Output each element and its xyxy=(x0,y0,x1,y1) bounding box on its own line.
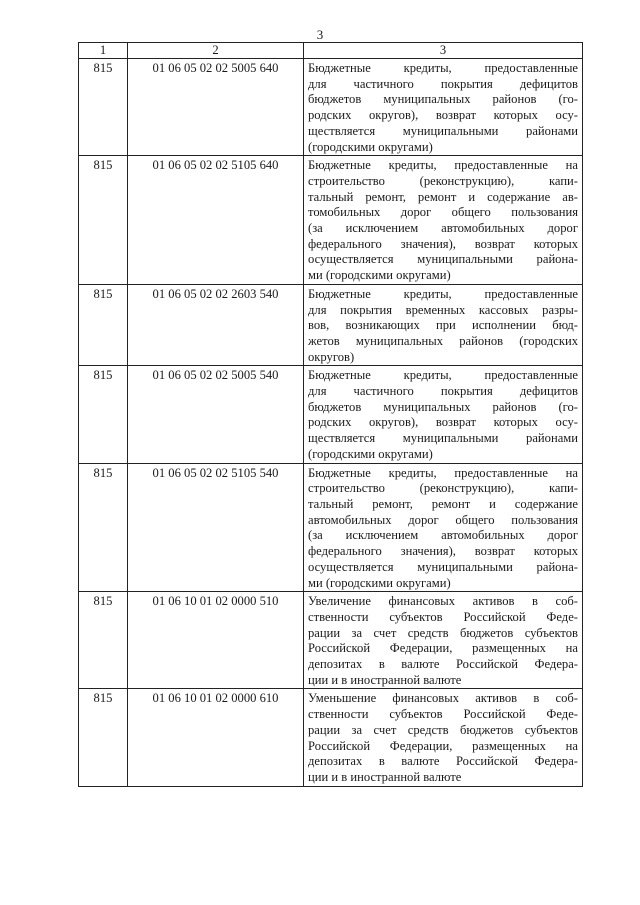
description-line: депозитах в валюте Российской Федера- xyxy=(308,754,578,769)
description-line: Увеличение финансовых активов в соб- xyxy=(308,594,578,609)
budget-classification-table xyxy=(78,42,583,787)
description-line: тальный ремонт, ремонт и содержание xyxy=(308,496,578,511)
admin-code-cell: 815 xyxy=(79,156,128,285)
description-line: (городскими округами) xyxy=(308,139,433,154)
description-line: (за исключением автомобильных дорог xyxy=(308,528,578,543)
classification-code-cell: 01 06 05 02 02 2603 540 xyxy=(128,284,304,366)
description-line: осуществляется муниципальными района- xyxy=(308,252,578,267)
description-line: строительство (реконструкцию), капи- xyxy=(308,481,578,496)
description-line: Бюджетные кредиты, предоставленные xyxy=(308,368,578,383)
table-row xyxy=(79,366,583,463)
description-line: для частичного покрытия дефицитов xyxy=(308,384,578,399)
description-line: федерального значения), возврат которых xyxy=(308,544,578,559)
description-cell xyxy=(304,366,583,463)
description-line: округов) xyxy=(308,349,355,364)
description-cell xyxy=(304,59,583,156)
description-line: ственности субъектов Российской Феде- xyxy=(308,609,578,624)
description-line: бюджетов муниципальных районов (го- xyxy=(308,399,578,414)
table-row xyxy=(79,156,583,285)
description-line: вов, возникающих при исполнении бюд- xyxy=(308,318,578,333)
description-line: ми (городскими округами) xyxy=(308,268,451,283)
description-line: тальный ремонт, ремонт и содержание ав- xyxy=(308,189,578,204)
description-line: (городскими округами) xyxy=(308,446,433,461)
description-line: Бюджетные кредиты, предоставленные на xyxy=(308,465,578,480)
table-row xyxy=(79,689,583,786)
table-row xyxy=(79,592,583,689)
description-line: ществляется муниципальными районами xyxy=(308,123,578,138)
table-row xyxy=(79,59,583,156)
description-line: ции и в иностранной валюте xyxy=(308,672,462,687)
description-line: рации за счет средств бюджетов субъектов xyxy=(308,625,578,640)
classification-code-cell: 01 06 05 02 02 5005 540 xyxy=(128,366,304,463)
admin-code-cell: 815 xyxy=(79,689,128,786)
description-line: для частичного покрытия дефицитов xyxy=(308,76,578,91)
classification-code-cell: 01 06 05 02 02 5005 640 xyxy=(128,59,304,156)
description-line: депозитах в валюте Российской Федера- xyxy=(308,657,578,672)
description-line: федерального значения), возврат которых xyxy=(308,236,578,251)
classification-code-cell: 01 06 10 01 02 0000 510 xyxy=(128,592,304,689)
description-line: ми (городскими округами) xyxy=(308,575,451,590)
description-line: родских округов), возврат которых осу- xyxy=(308,415,578,430)
description-line: строительство (реконструкцию), капи- xyxy=(308,173,578,188)
admin-code-cell: 815 xyxy=(79,463,128,592)
description-line: Российской Федерации, размещенных на xyxy=(308,738,578,753)
description-line: Бюджетные кредиты, предоставленные xyxy=(308,61,578,75)
description-line: для покрытия временных кассовых разры- xyxy=(308,302,578,317)
column-header-2: 2 xyxy=(128,43,304,59)
column-header-1: 1 xyxy=(79,43,128,59)
admin-code-cell: 815 xyxy=(79,366,128,463)
classification-code-cell: 01 06 10 01 02 0000 610 xyxy=(128,689,304,786)
description-line: Российской Федерации, размещенных на xyxy=(308,641,578,656)
description-cell xyxy=(304,592,583,689)
description-line: бюджетов муниципальных районов (го- xyxy=(308,92,578,107)
description-cell xyxy=(304,284,583,366)
description-cell xyxy=(304,156,583,285)
classification-code-cell: 01 06 05 02 02 5105 540 xyxy=(128,463,304,592)
table-header-row xyxy=(79,43,583,59)
admin-code-cell: 815 xyxy=(79,592,128,689)
admin-code-cell: 815 xyxy=(79,59,128,156)
description-line: (за исключением автомобильных дорог xyxy=(308,221,578,236)
description-line: осуществляется муниципальными района- xyxy=(308,559,578,574)
description-cell xyxy=(304,689,583,786)
classification-code-cell: 01 06 05 02 02 5105 640 xyxy=(128,156,304,285)
table-row xyxy=(79,284,583,366)
description-line: Уменьшение финансовых активов в соб- xyxy=(308,691,578,706)
description-line: родских округов), возврат которых осу- xyxy=(308,108,578,123)
description-line: ции и в иностранной валюте xyxy=(308,769,462,784)
table-row xyxy=(79,463,583,592)
description-line: жетов муниципальных районов (городских xyxy=(308,333,578,348)
description-line: ственности субъектов Российской Феде- xyxy=(308,707,578,722)
description-cell xyxy=(304,463,583,592)
admin-code-cell: 815 xyxy=(79,284,128,366)
description-line: автомобильных дорог общего пользования xyxy=(308,512,578,527)
description-line: Бюджетные кредиты, предоставленные на xyxy=(308,158,578,173)
page-number: 3 xyxy=(316,27,324,42)
description-line: Бюджетные кредиты, предоставленные xyxy=(308,286,578,301)
description-line: рации за счет средств бюджетов субъектов xyxy=(308,722,578,737)
description-line: ществляется муниципальными районами xyxy=(308,431,578,446)
column-header-3: 3 xyxy=(304,43,583,59)
description-line: томобильных дорог общего пользования xyxy=(308,205,578,220)
